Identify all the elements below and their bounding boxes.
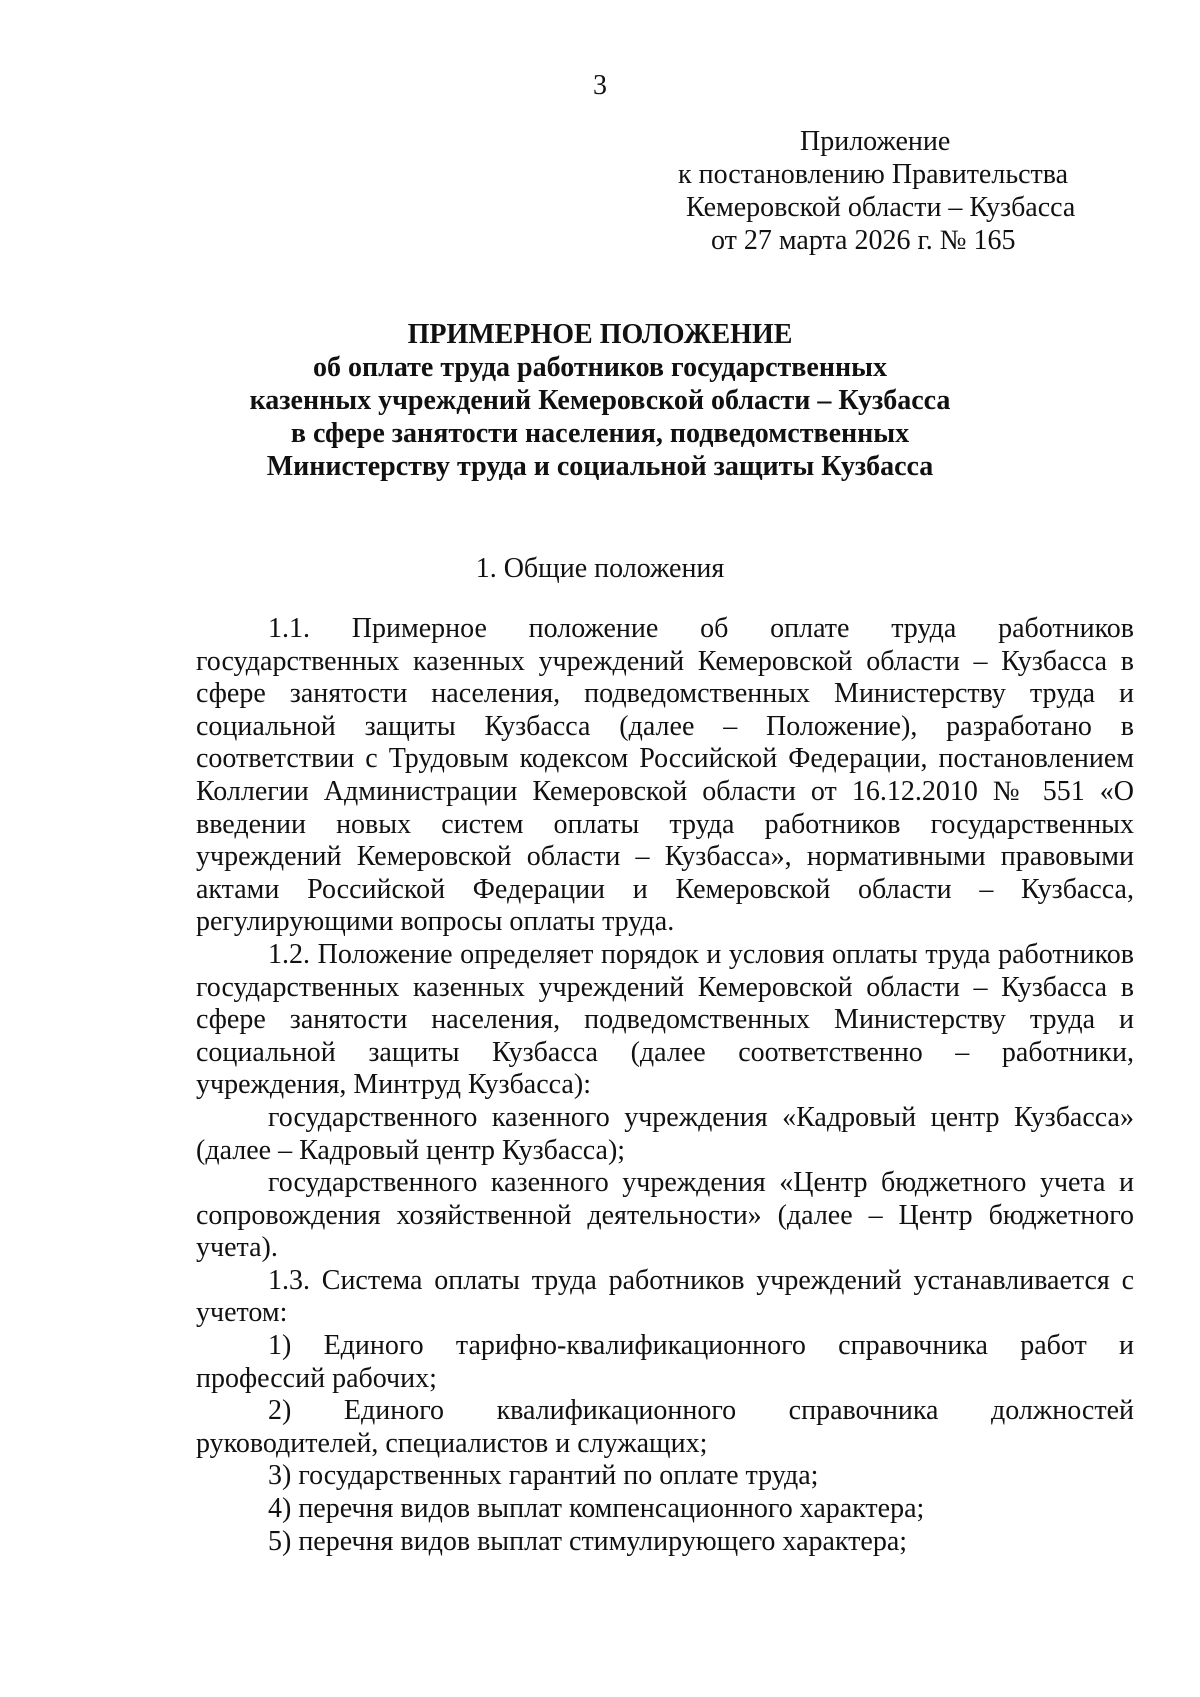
paragraph: 1.1. Примерное положение об оплате труда работников государственных казенных учреждений Кемеровской области – Кузбасса в сфере занятости населения, подведомственных Министерству труда и социальной защиты Кузбасса (далее – Положение), разработано в соответствии с Трудовым кодексом Российской Федерации, постановлением Коллегии Администрации Кемеровской области от 16.12.2010 № 551 «О введении новых систем оплаты труда работников государственных учреждений Кемеровской области – Кузбасса», нормативными правовыми актами Российской Федерации и Кемеровской области – Кузбасса, регулирующими вопросы оплаты труда.	[196, 613, 1134, 938]
paragraph: 2) Единого квалификационного справочника должностей руководителей, специалистов и служащих;	[196, 1395, 1134, 1459]
approval-line-4: от 27 марта 2026 г. № 165	[711, 225, 1016, 256]
paragraph: 1) Единого тарифно-квалификационного справочника работ и профессий рабочих;	[196, 1330, 1134, 1394]
page-number: 3	[593, 70, 607, 101]
title-line-3: казенных учреждений Кемеровской области – Кузбасса	[249, 385, 951, 416]
paragraph: 1.3. Система оплаты труда работников учреждений устанавливается с учетом:	[196, 1264, 1134, 1329]
approval-line-2: к постановлению Правительства	[678, 159, 1069, 190]
paragraph: 3) государственных гарантий по оплате труда;	[268, 1460, 819, 1492]
paragraph: 1.2. Положение определяет порядок и условия оплаты труда работников государственных казенных учреждений Кемеровской области – Кузбасса в сфере занятости населения, подведомственных Министерству труда и социальной защиты Кузбасса (далее соответственно – работники, учреждения, Минтруд Кузбасса):	[196, 938, 1134, 1101]
title-line-1: ПРИМЕРНОЕ ПОЛОЖЕНИЕ	[407, 319, 793, 350]
title-line-2: об оплате труда работников государственных	[313, 352, 887, 383]
paragraph: 5) перечня видов выплат стимулирующего характера;	[268, 1525, 908, 1557]
document-body	[196, 613, 1134, 1558]
paragraph: 4) перечня видов выплат компенсационного характера;	[268, 1493, 925, 1525]
paragraph: государственного казенного учреждения «Центр бюджетного учета и сопровождения хозяйственной деятельности» (далее – Центр бюджетного учета).	[196, 1167, 1134, 1264]
title-line-4: в сфере занятости населения, подведомственных	[290, 418, 910, 449]
section-heading: 1. Общие положения	[475, 553, 725, 584]
approval-line-1: Приложение	[800, 126, 951, 157]
approval-line-3: Кемеровской области – Кузбасса	[686, 192, 1076, 223]
paragraph: государственного казенного учреждения «Кадровый центр Кузбасса» (далее – Кадровый центр Кузбасса);	[196, 1101, 1134, 1166]
document-title	[0, 318, 1200, 483]
title-line-5: Министерству труда и социальной защиты Кузбасса	[266, 451, 934, 482]
